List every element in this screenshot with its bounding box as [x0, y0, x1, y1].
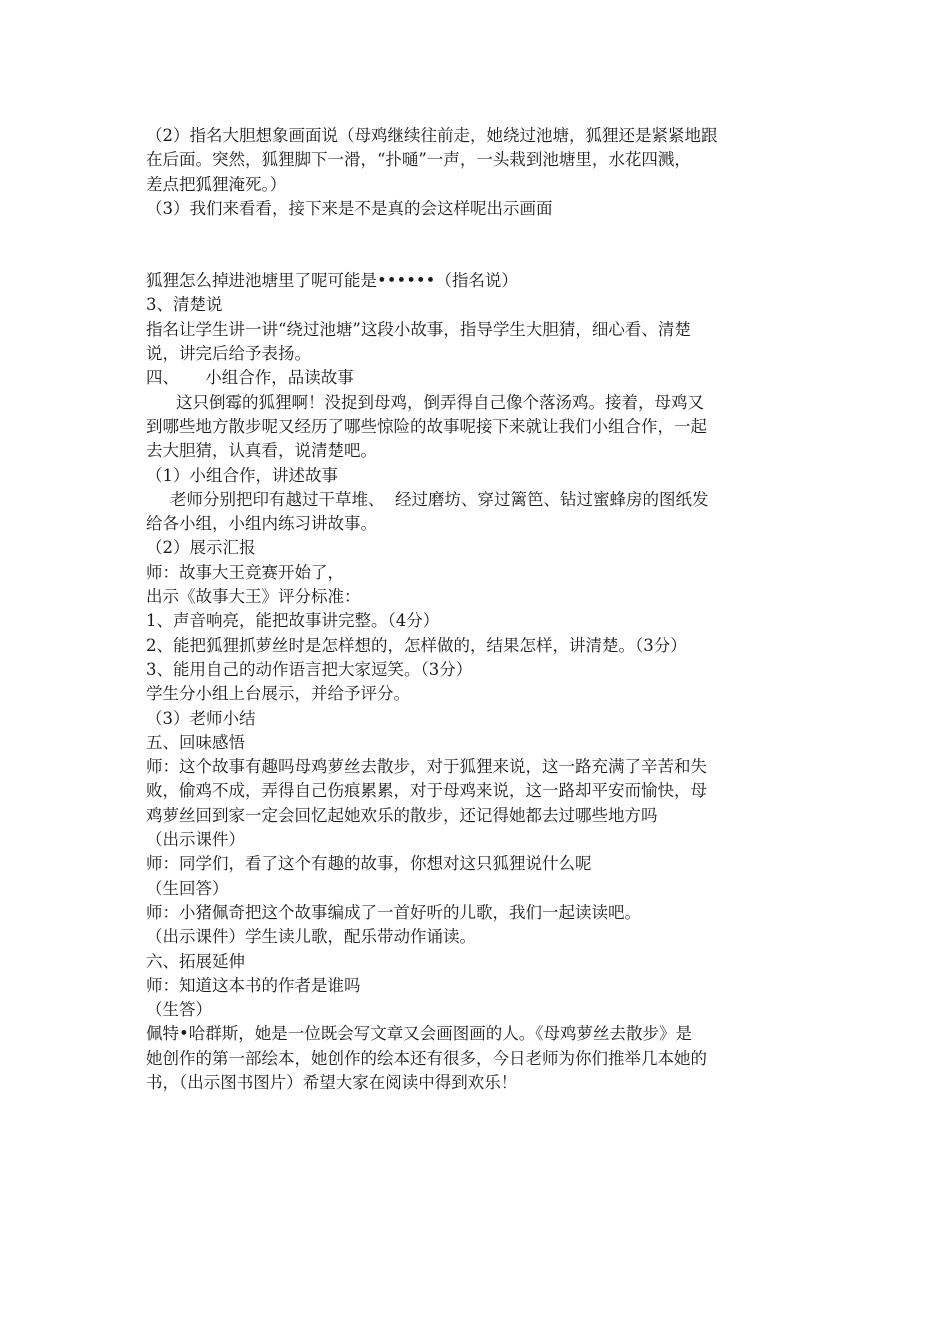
- paragraph-line: 到哪些地方散步呢又经历了哪些惊险的故事呢接下来就让我们小组合作，一起: [146, 416, 707, 436]
- section-heading: 3、清楚说: [146, 295, 223, 315]
- paragraph-line: 说，讲完后给予表扬。: [146, 344, 311, 364]
- paragraph-line: （出示课件）: [146, 830, 245, 850]
- paragraph-line: （生回答）: [146, 878, 229, 898]
- paragraph-line: 她创作的第一部绘本，她创作的绘本还有很多，今日老师为你们推举几本她的: [146, 1048, 707, 1068]
- paragraph-line: 在后面。突然，狐狸脚下一滑，“扑嗵”一声，一头栽到池塘里，水花四溅，: [146, 150, 691, 170]
- paragraph-line: 书，（出示图书图片）希望大家在阅读中得到欢乐！: [146, 1072, 518, 1092]
- paragraph-line: （2）指名大胆想象画面说（母鸡继续往前走，她绕过池塘，狐狸还是紧紧地跟: [146, 126, 718, 145]
- list-item: 2、能把狐狸抓萝丝时是怎样想的，怎样做的，结果怎样，讲清楚。（3分）: [146, 635, 687, 655]
- sub-heading: （2）展示汇报: [146, 538, 256, 558]
- document-body: [146, 124, 818, 1095]
- paragraph-line: 老师分别把印有越过干草堆、 经过磨坊、穿过篱笆、钻过蜜蜂房的图纸发: [170, 489, 709, 509]
- paragraph-line: 出示《故事大王》评分标准：: [146, 587, 361, 607]
- paragraph-line: 鸡萝丝回到家一定会回忆起她欢乐的散步，还记得她都去过哪些地方吗: [146, 805, 658, 825]
- list-item: 1、声音响亮，能把故事讲完整。（4分）: [146, 611, 440, 631]
- paragraph-line: 败，偷鸡不成，弄得自己伤痕累累，对于母鸡来说，这一路却平安而愉快，母: [146, 781, 707, 801]
- paragraph-line: 师：同学们，看了这个有趣的故事，你想对这只狐狸说什么呢: [146, 854, 592, 874]
- paragraph-line: 给各小组，小组内练习讲故事。: [146, 514, 377, 534]
- paragraph-line: 这只倒霉的狐狸啊！没捉到母鸡，倒弄得自己像个落汤鸡。接着，母鸡又: [176, 392, 704, 412]
- section-heading: 四、 小组合作，品读故事: [146, 368, 354, 388]
- paragraph-line: 差点把狐狸淹死。）: [146, 174, 287, 194]
- paragraph-line: （3）我们来看看，接下来是不是真的会这样呢出示画面: [146, 198, 553, 218]
- paragraph-line: 学生分小组上台展示，并给予评分。: [146, 684, 410, 704]
- paragraph-line: 师：小猪佩奇把这个故事编成了一首好听的儿歌，我们一起读读吧。: [146, 902, 641, 922]
- paragraph-line: 师：故事大王竞赛开始了，: [146, 562, 344, 582]
- sub-heading: （3）老师小结: [146, 708, 256, 728]
- paragraph-line: 师：知道这本书的作者是谁吗: [146, 975, 361, 995]
- paragraph-line: 去大胆猜，认真看，说清楚吧。: [146, 441, 377, 461]
- paragraph-line: （生答）: [146, 1000, 212, 1020]
- list-item: 3、能用自己的动作语言把大家逗笑。（3分）: [146, 659, 473, 679]
- blank-space: [146, 221, 818, 269]
- section-heading: 六、拓展延伸: [146, 951, 245, 971]
- paragraph-line: 师：这个故事有趣吗母鸡萝丝去散步，对于狐狸来说，这一路充满了辛苦和失: [146, 757, 707, 777]
- paragraph-line: 狐狸怎么掉进池塘里了呢可能是••••••（指名说）: [146, 271, 518, 291]
- paragraph-line: 指名让学生讲一讲“绕过池塘”这段小故事，指导学生大胆猜，细心看、清楚: [146, 319, 691, 339]
- paragraph-line: （出示课件）学生读儿歌，配乐带动作诵读。: [146, 927, 476, 947]
- section-heading: 五、回味感悟: [146, 732, 245, 752]
- paragraph-line: 佩特•哈群斯，她是一位既会写文章又会画图画的人。《母鸡萝丝去散步》是: [146, 1024, 692, 1044]
- sub-heading: （1）小组合作，讲述故事: [146, 465, 338, 485]
